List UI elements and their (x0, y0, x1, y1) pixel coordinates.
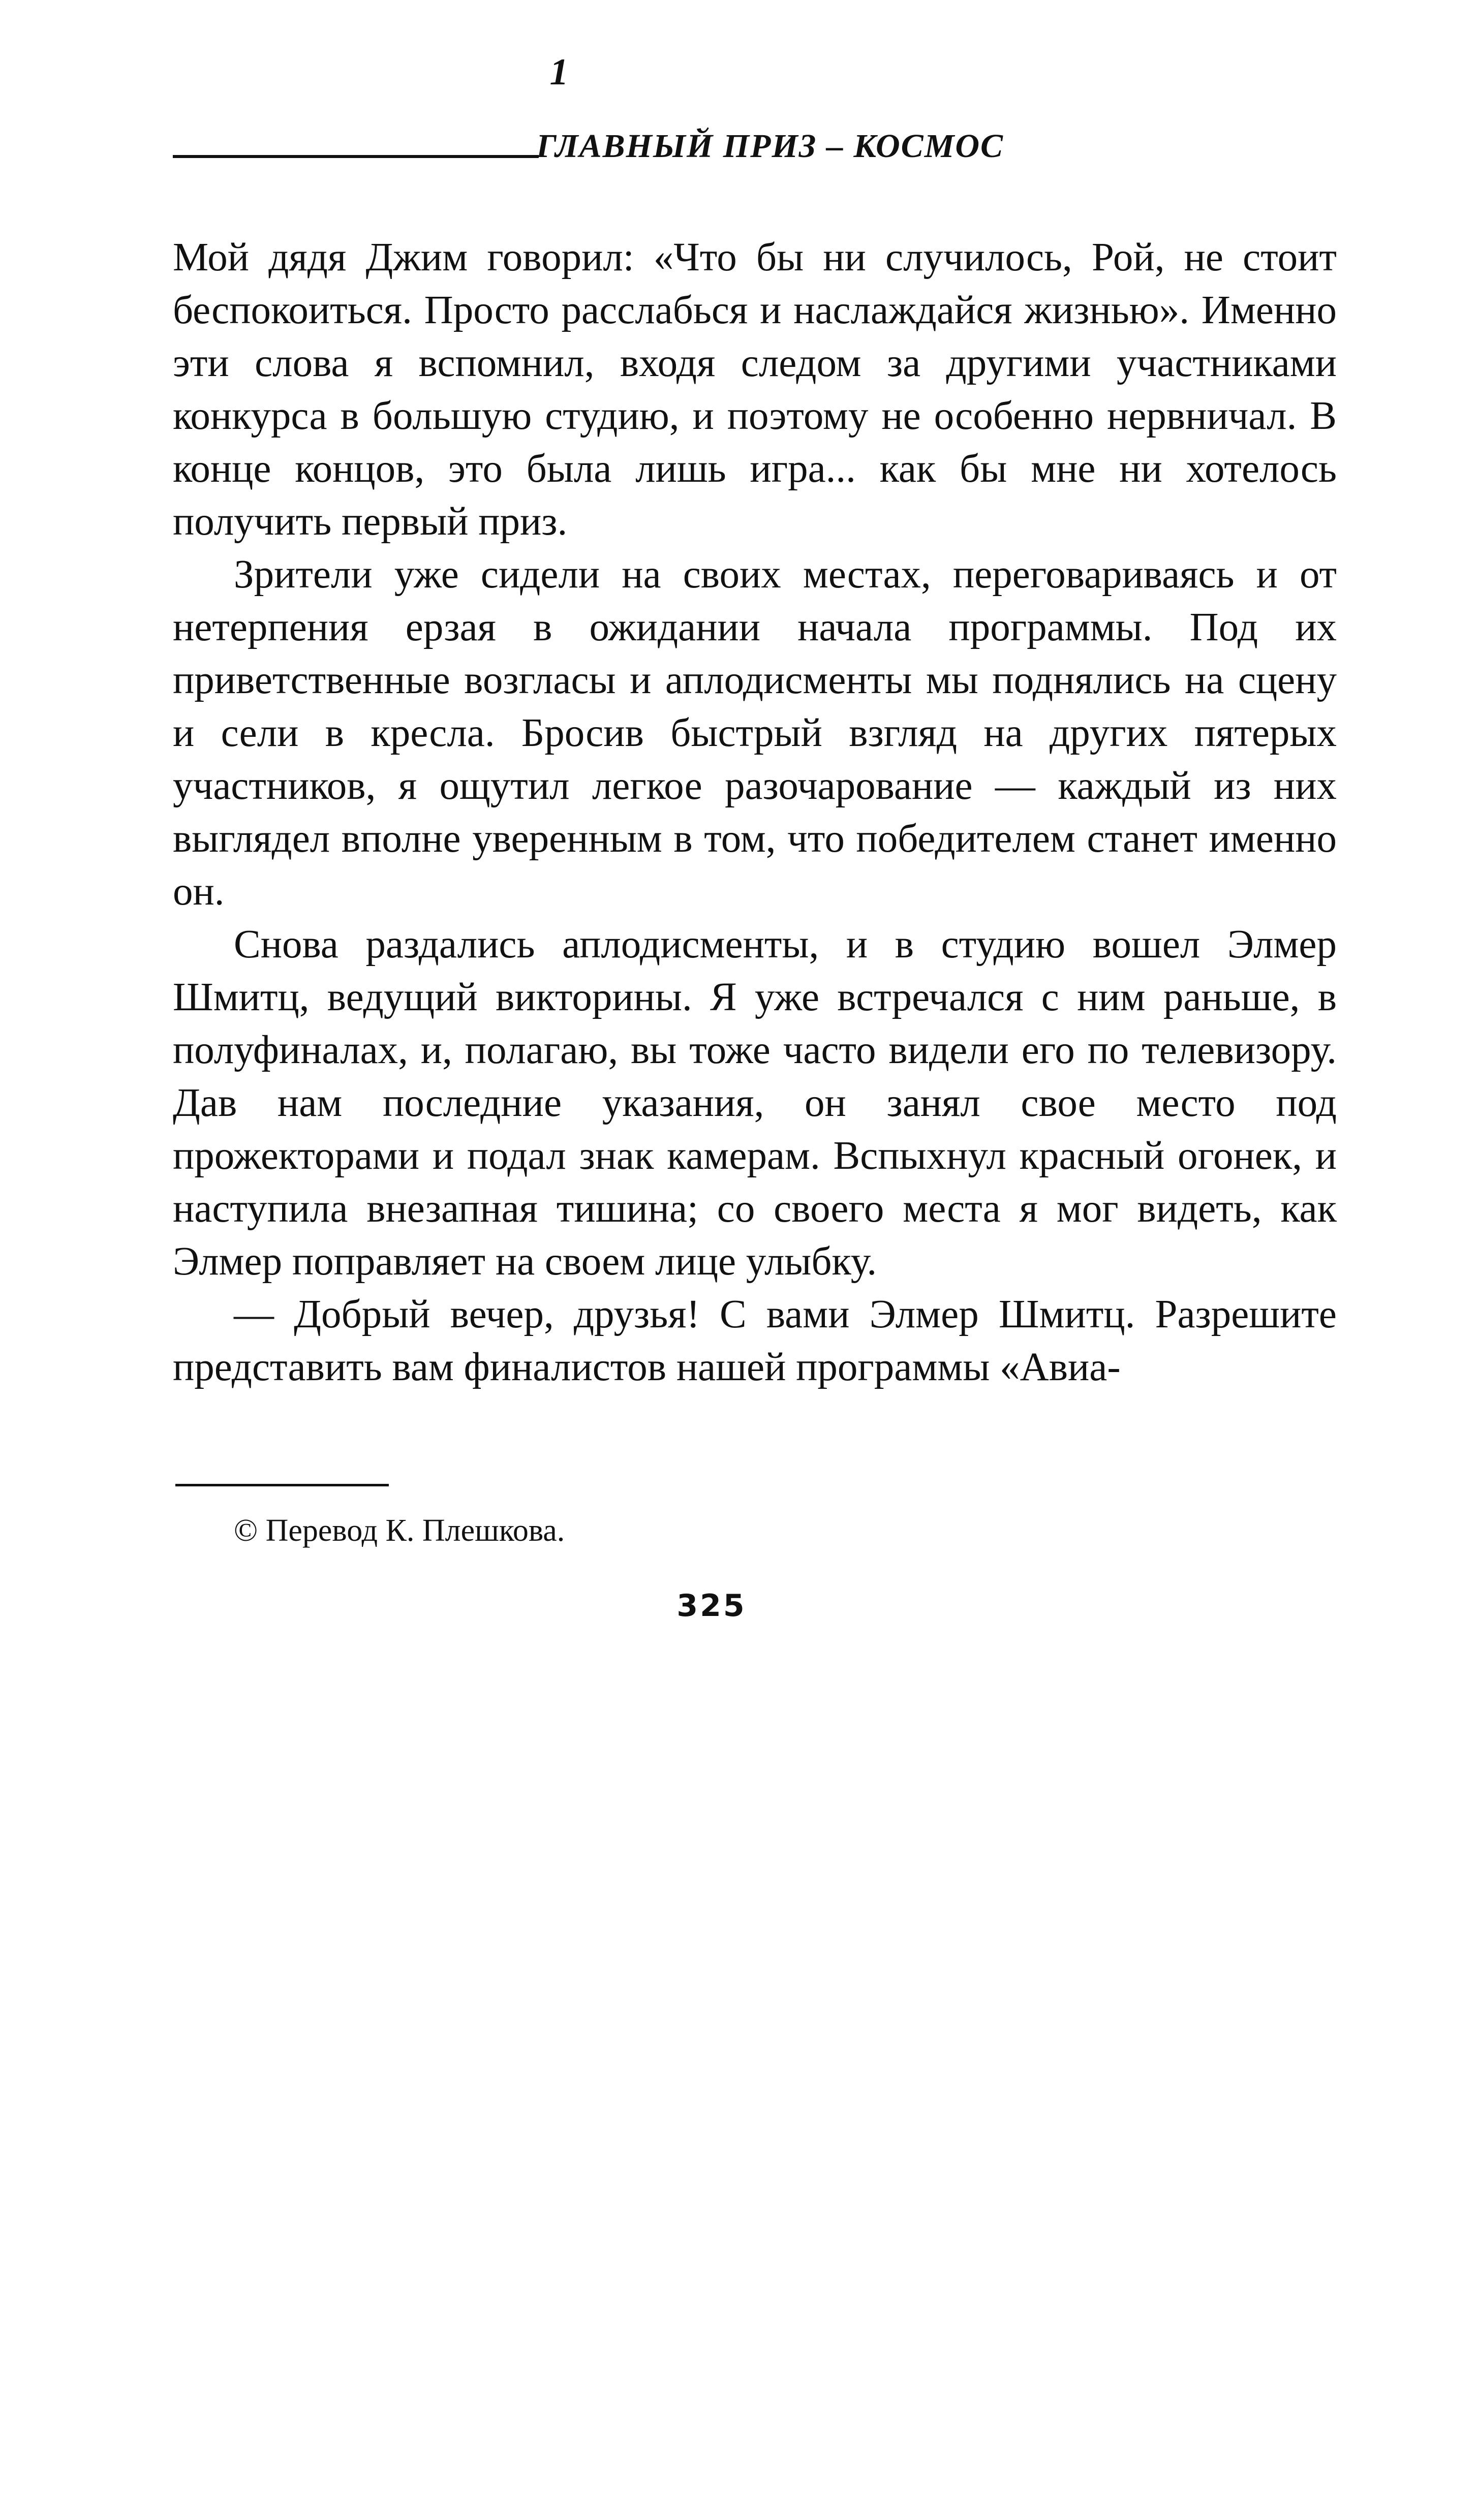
paragraph: Мой дядя Джим говорил: «Что бы ни случилось, Рой, не стоит беспокоиться. Просто расслабься и наслаждайся жизнью». Именно эти слова я вспомнил, входя следом за другими участниками конкурса в большую студию, и поэтому не особенно нервничал. В конце концов, это была лишь игра... как бы мне ни хотелось получить первый приз. (173, 235, 1337, 544)
page-number: 325 (676, 1588, 747, 1624)
paragraph: Снова раздались аплодисменты, и в студию вошел Элмер Шмитц, ведущий викторины. Я уже встречался с ним раньше, в полуфиналах, и, полагаю, вы тоже часто видели его по телевизору. Дав нам последние указания, он занял свое место под прожекторами и подал знак камерам. Вспыхнул красный огонек, и наступила внезапная тишина; со своего места я мог видеть, как Элмер поправляет на своем лице улыбку. (173, 922, 1337, 1284)
text-body (173, 231, 1337, 1394)
chapter-title: ГЛАВНЫЙ ПРИЗ – КОСМОС (536, 128, 1004, 165)
footnote-rule (175, 1484, 389, 1486)
footnote: © Перевод К. Плешкова. (234, 1513, 565, 1548)
paragraph: Зрители уже сидели на своих местах, переговариваясь и от нетерпения ерзая в ожидании начала программы. Под их приветственные возгласы и аплодисменты мы поднялись на сцену и сели в кресла. Бросив быстрый взгляд на других пятерых участников, я ощутил легкое разочарование — каждый из них выглядел вполне уверенным в том, что победителем станет именно он. (173, 552, 1337, 914)
paragraph: — Добрый вечер, друзья! С вами Элмер Шмитц. Разрешите представить вам финалистов нашей программы «Авиа- (173, 1292, 1337, 1389)
chapter-number: 1 (549, 51, 569, 93)
chapter-rule (173, 155, 539, 158)
